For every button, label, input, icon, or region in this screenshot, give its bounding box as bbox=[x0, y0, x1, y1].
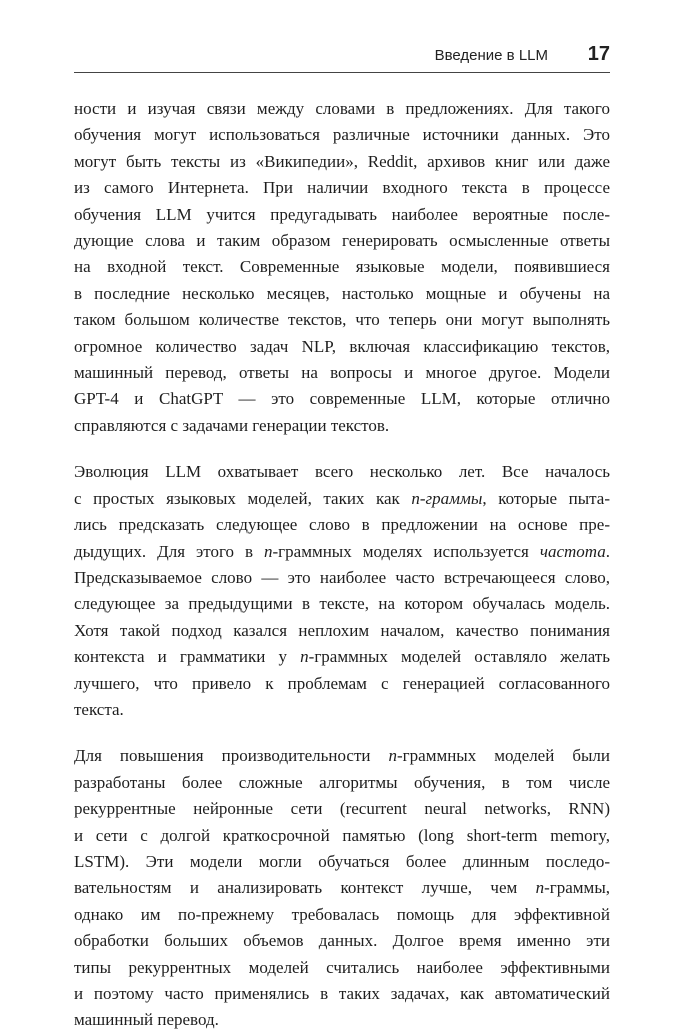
term-n: n bbox=[264, 541, 273, 561]
term-n: n bbox=[388, 746, 398, 766]
text-line: в последние несколько месяцев, настолько мощные и обучены на bbox=[74, 283, 610, 303]
text-line: вательностям и анализировать контекст лучше, чем n-граммы, bbox=[74, 878, 610, 898]
term-n: n bbox=[535, 878, 545, 898]
text-line: обучения LLM учится предугадывать наиболее вероятные после- bbox=[74, 204, 610, 224]
text-line: могут быть тексты из «Википедии», Reddit, архивов книг или даже bbox=[74, 151, 610, 171]
paragraph-2 bbox=[74, 459, 610, 723]
term-n-grams: n-граммы bbox=[411, 488, 483, 508]
running-header bbox=[74, 42, 610, 73]
text-line: и сети с долгой краткосрочной памятью (long short-term memory, bbox=[74, 825, 610, 845]
text-line: разработаны более сложные алгоритмы обучения, в том числе bbox=[74, 772, 610, 792]
term-n: n bbox=[300, 647, 309, 667]
text-line: следующее за предыдущими в тексте, на котором обучалась модель. bbox=[74, 594, 610, 614]
text-line: машинный перевод. bbox=[74, 1010, 219, 1030]
text-line: Эволюция LLM охватывает всего несколько лет. Все началось bbox=[74, 462, 610, 482]
text-line: с простых языковых моделей, таких как n-граммы, которые пыта- bbox=[74, 488, 610, 508]
text-line: GPT-4 и ChatGPT — это современные LLM, которые отлично bbox=[74, 389, 610, 409]
text-line: ности и изучая связи между словами в предложениях. Для такого bbox=[74, 99, 610, 118]
text-line: однако им по-прежнему требовалась помощь для эффективной bbox=[74, 904, 610, 924]
text-line: справляются с задачами генерации текстов. bbox=[74, 415, 390, 435]
text-line: дыдущих. Для этого в n-граммных моделях используется частота. bbox=[74, 541, 611, 561]
text-line: текста. bbox=[74, 699, 124, 719]
body-text bbox=[74, 96, 610, 1034]
text-line: лись предсказать следующее слово в предложении на основе пре- bbox=[74, 515, 610, 535]
text-line: и поэтому часто применялись в таких задачах, как автоматический bbox=[74, 984, 610, 1003]
running-title: Введение в LLM bbox=[434, 47, 548, 64]
text-line: контекста и грамматики у n-граммных моделей оставляло желать bbox=[74, 647, 610, 667]
text-line: дующие слова и таким образом генерировать осмысленные ответы bbox=[74, 231, 610, 251]
text-line: таком большом количестве текстов, что теперь они могут выполнять bbox=[74, 310, 610, 330]
text-line: из самого Интернета. При наличии входного текста в процессе bbox=[74, 178, 610, 198]
text-line: рекуррентные нейронные сети (recurrent neural networks, RNN) bbox=[74, 799, 610, 819]
text-line: Для повышения производительности n-граммных моделей были bbox=[74, 746, 610, 766]
text-line: типы рекуррентных моделей считались наиболее эффективными bbox=[74, 957, 610, 977]
text-line: обработки больших объемов данных. Долгое время именно эти bbox=[74, 931, 610, 951]
text-line: на входной текст. Современные языковые модели, появившиеся bbox=[74, 257, 610, 277]
text-line: обучения могут использоваться различные источники данных. Это bbox=[74, 125, 610, 145]
term-frequency: частота bbox=[539, 541, 606, 561]
page-number: 17 bbox=[587, 43, 610, 65]
text-line: машинный перевод, ответы на вопросы и многое другое. Модели bbox=[74, 363, 610, 383]
text-line: лучшего, что привело к проблемам с генерацией согласованного bbox=[74, 673, 610, 693]
text-line: огромное количество задач NLP, включая классификацию текстов, bbox=[74, 336, 610, 356]
paragraph-3 bbox=[74, 743, 610, 1033]
text-line: Предсказываемое слово — это наиболее часто встречающееся слово, bbox=[74, 567, 610, 587]
text-line: LSTM). Эти модели могли обучаться более длинным последо- bbox=[74, 851, 610, 871]
paragraph-1 bbox=[74, 96, 610, 439]
text-line: Хотя такой подход казался неплохим началом, качество понимания bbox=[74, 620, 610, 640]
